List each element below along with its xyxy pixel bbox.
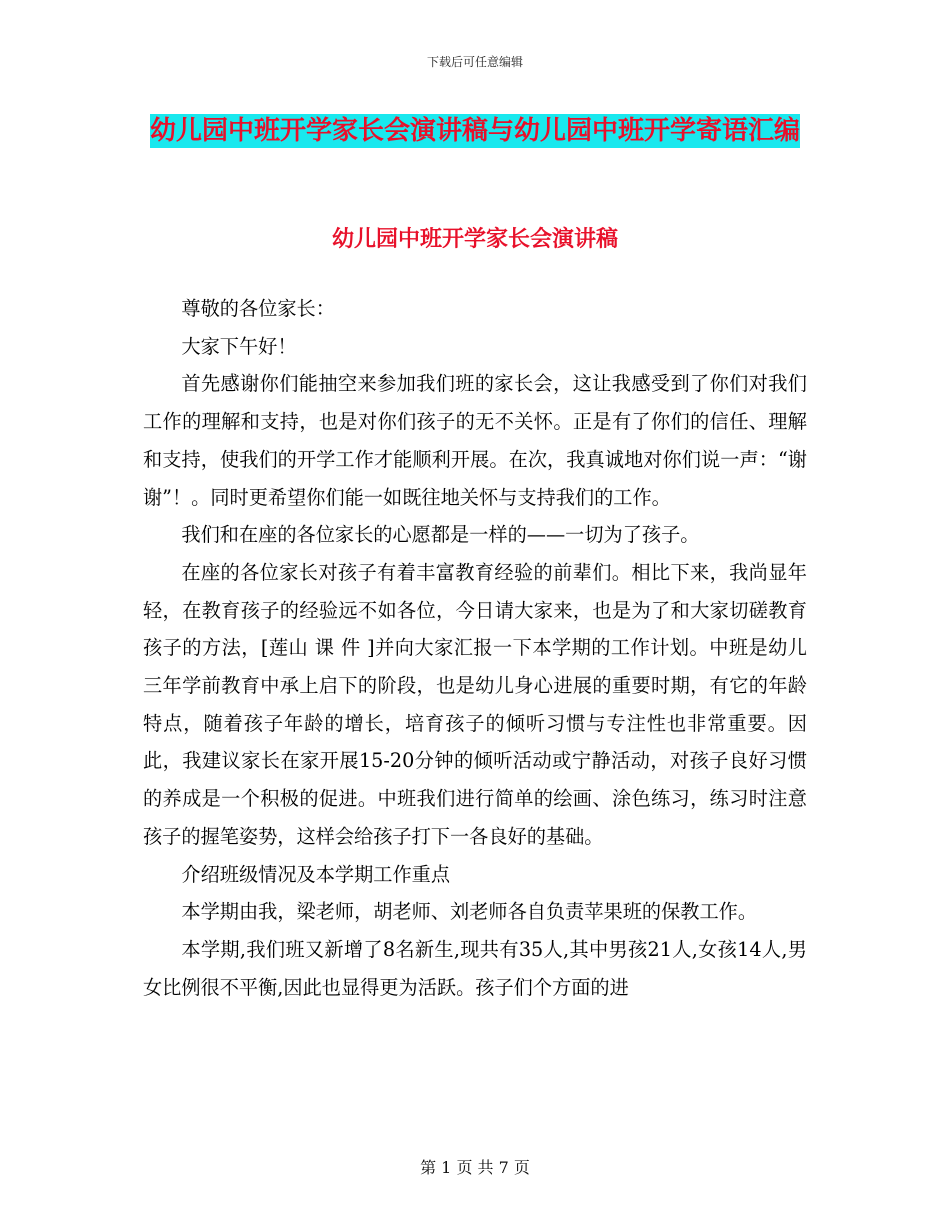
paragraph-heading: 介绍班级情况及本学期工作重点 — [181, 862, 451, 886]
paragraph: 我们和在座的各位家长的心愿都是一样的——一切为了孩子。 — [181, 523, 700, 547]
paragraph-salutation: 尊敬的各位家长： — [181, 297, 335, 320]
page-number: 第 1 页 共 7 页 — [420, 1158, 530, 1177]
paragraph: 本学期由我，梁老师，胡老师、刘老师各自负责苹果班的保教工作。 — [181, 900, 758, 924]
document-title-text: 幼儿园中班开学家长会演讲稿与幼儿园中班开学寄语汇编 — [150, 116, 801, 146]
document-title — [150, 108, 800, 154]
paragraph: 在座的各位家长对孩子有着丰富教育经验的前辈们。相比下来，我尚显年轻，在教育孩子的经验远不如各位，今日请大家来，也是为了和大家切磋教育孩子的方法，[莲山 课 件 ]并向大家汇报一下本学期的工作计划。中班是幼儿三年学前教育中承上启下的阶段，也是幼儿身心进展的重要时期，有它的年龄特点，随着孩子年龄的增长，培育孩子的倾听习惯与专注性也非常重要。因此，我建议家长在家开展15-20分钟的倾听活动或宁静活动，对孩子良好习惯的养成是一个积极的促进。中班我们进行简单的绘画、涂色练习，练习时注意孩子的握笔姿势，这样会给孩子打下一各良好的基础。 — [143, 560, 807, 848]
paragraph: 首先感谢你们能抽空来参加我们班的家长会，这让我感受到了你们对我们工作的理解和支持，也是对你们孩子的无不关怀。正是有了你们的信任、理解和支持，使我们的开学工作才能顺利开展。在次，我真诚地对你们说一声：“谢谢”！。同时更希望你们能一如既往地关怀与支持我们的工作。 — [143, 372, 807, 509]
paragraph: 本学期,我们班又新增了8名新生,现共有35人,其中男孩21人,女孩14人,男女比例很不平衡,因此也显得更为活跃。孩子们个方面的进 — [143, 937, 807, 999]
header-note: 下载后可任意编辑 — [426, 55, 523, 69]
section-title: 幼儿园中班开学家长会演讲稿 — [331, 227, 618, 252]
paragraph-greeting: 大家下午好！ — [181, 334, 297, 358]
document-body — [143, 290, 807, 1006]
